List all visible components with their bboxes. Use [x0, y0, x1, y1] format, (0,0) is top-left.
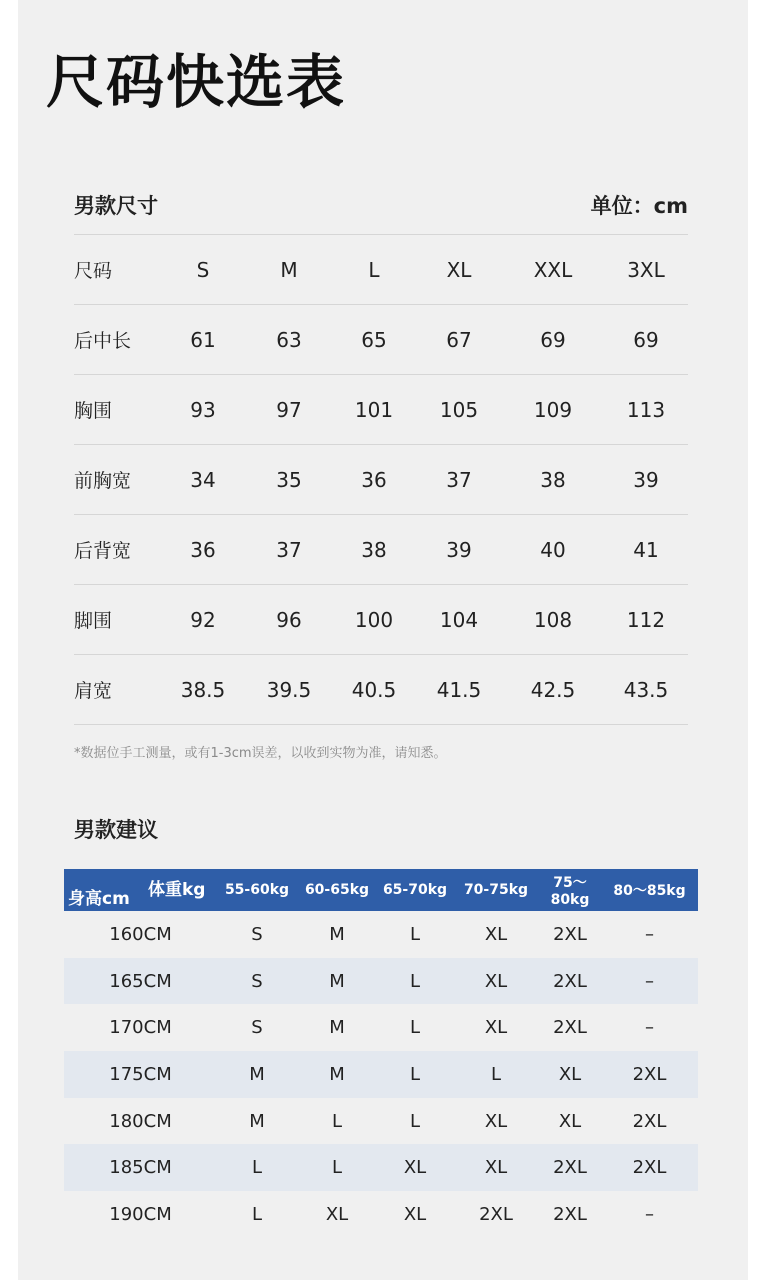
size-cell: – — [645, 923, 654, 945]
size-cell: L — [490, 1063, 502, 1085]
men-recommend-heading: 男款建议 — [74, 818, 158, 842]
size-cell: L — [331, 1157, 343, 1179]
weight-range-header: 75～80kg — [550, 875, 590, 908]
height-label: 160CM — [109, 923, 172, 945]
table-cell: 93 — [190, 397, 216, 422]
table-row — [64, 1004, 698, 1051]
table-row — [74, 655, 688, 725]
size-table-header — [74, 235, 688, 305]
table-cell: 34 — [190, 467, 216, 492]
table-cell: 37 — [446, 467, 472, 492]
row-label: 肩宽 — [74, 680, 113, 702]
size-cell: M — [329, 1017, 345, 1039]
size-cell: 2XL — [553, 923, 587, 945]
size-cell: – — [645, 1017, 654, 1039]
table-cell: 39 — [446, 537, 472, 562]
header-cell: M — [280, 257, 298, 282]
table-cell: 109 — [533, 397, 573, 422]
header-cell: L — [368, 257, 380, 282]
size-cell: XL — [484, 923, 508, 945]
size-cell: XL — [558, 1110, 582, 1132]
table-row — [64, 1191, 698, 1238]
size-cell: – — [645, 1203, 654, 1225]
table-cell: 42.5 — [530, 677, 576, 702]
size-cell: S — [251, 970, 263, 992]
size-cell: XL — [558, 1063, 582, 1085]
size-cell: S — [251, 1017, 263, 1039]
table-cell: 38.5 — [180, 677, 226, 702]
table-row — [74, 515, 688, 585]
table-cell: 40.5 — [351, 677, 397, 702]
size-cell: 2XL — [553, 1157, 587, 1179]
weight-range-header: 60-65kg — [304, 882, 370, 898]
size-cell: M — [329, 970, 345, 992]
table-cell: 38 — [540, 467, 566, 492]
table-cell: 65 — [361, 327, 387, 352]
height-label: 175CM — [109, 1063, 172, 1085]
table-cell: 69 — [540, 327, 566, 352]
table-cell: 37 — [276, 537, 302, 562]
size-cell: L — [409, 1063, 421, 1085]
size-cell: 2XL — [553, 1017, 587, 1039]
height-label: 190CM — [109, 1203, 172, 1225]
men-size-table — [74, 234, 688, 725]
table-cell: 38 — [361, 537, 387, 562]
table-cell: 39 — [633, 467, 659, 492]
size-cell: L — [251, 1203, 263, 1225]
size-cell: 2XL — [632, 1063, 667, 1085]
table-row — [64, 1098, 698, 1145]
table-cell: 104 — [439, 607, 479, 632]
row-label: 前胸宽 — [74, 470, 132, 492]
table-row — [74, 445, 688, 515]
table-cell: 113 — [626, 397, 666, 422]
table-cell: 105 — [439, 397, 479, 422]
size-cell: 2XL — [553, 1203, 587, 1225]
table-cell: 69 — [633, 327, 659, 352]
size-cell: L — [409, 923, 421, 945]
table-cell: 36 — [361, 467, 387, 492]
table-row — [64, 1144, 698, 1191]
size-cell: M — [249, 1063, 265, 1085]
header-cell: 尺码 — [74, 260, 113, 282]
table-cell: 41 — [633, 537, 659, 562]
table-row — [74, 375, 688, 445]
size-cell: L — [409, 1110, 421, 1132]
table-cell: 67 — [446, 327, 472, 352]
table-cell: 36 — [190, 537, 216, 562]
row-label: 后背宽 — [74, 540, 132, 562]
measurement-note: *数据位手工测量，或有1-3cm误差，以收到实物为准，请知悉。 — [74, 746, 447, 761]
size-cell: 2XL — [632, 1157, 667, 1179]
header-cell: XXL — [533, 257, 573, 282]
height-axis-label: 身高cm — [68, 889, 130, 909]
table-row — [64, 958, 698, 1005]
row-label: 胸围 — [74, 400, 113, 422]
height-label: 185CM — [109, 1157, 172, 1179]
table-row — [74, 585, 688, 655]
height-label: 170CM — [109, 1017, 172, 1039]
weight-range-header: 70-75kg — [463, 882, 529, 898]
size-cell: 2XL — [553, 970, 587, 992]
size-chart-panel — [18, 0, 748, 1280]
table-cell: 101 — [354, 397, 394, 422]
table-cell: 43.5 — [623, 677, 669, 702]
size-cell: S — [251, 923, 263, 945]
size-cell: XL — [484, 970, 508, 992]
size-cell: XL — [484, 1157, 508, 1179]
weight-range-header: 80～85kg — [613, 883, 686, 899]
weight-range-header: 55-60kg — [224, 882, 290, 898]
size-cell: L — [409, 970, 421, 992]
table-cell: 97 — [276, 397, 302, 422]
size-cell: 2XL — [632, 1110, 667, 1132]
size-cell: XL — [403, 1157, 427, 1179]
table-cell: 108 — [533, 607, 573, 632]
header-cell: S — [196, 257, 210, 282]
table-cell: 92 — [190, 607, 216, 632]
size-cell: L — [331, 1110, 343, 1132]
men-recommend-table — [64, 869, 698, 1238]
table-row — [64, 911, 698, 958]
size-cell: 2XL — [479, 1203, 513, 1225]
size-cell: M — [329, 1063, 345, 1085]
header-cell: 3XL — [627, 257, 665, 282]
size-cell: L — [409, 1017, 421, 1039]
size-cell: XL — [484, 1017, 508, 1039]
table-row — [74, 305, 688, 375]
size-cell: XL — [325, 1203, 349, 1225]
height-label: 180CM — [109, 1110, 172, 1132]
weight-axis-label: 体重kg — [148, 880, 206, 900]
row-label: 脚围 — [74, 610, 113, 632]
page-title: 尺码快选表 — [46, 48, 347, 116]
recommend-table-header — [64, 869, 698, 911]
size-cell: M — [329, 923, 345, 945]
unit-label: 单位：cm — [590, 194, 688, 218]
header-cell: XL — [446, 257, 472, 282]
table-cell: 112 — [626, 607, 666, 632]
header-corner-cell — [64, 869, 217, 911]
table-row — [64, 1051, 698, 1098]
table-cell: 39.5 — [266, 677, 312, 702]
size-cell: XL — [484, 1110, 508, 1132]
size-cell: L — [251, 1157, 263, 1179]
table-cell: 40 — [540, 537, 566, 562]
table-cell: 96 — [276, 607, 302, 632]
table-cell: 63 — [276, 327, 302, 352]
size-cell: XL — [403, 1203, 427, 1225]
table-cell: 41.5 — [436, 677, 482, 702]
row-label: 后中长 — [74, 330, 132, 352]
weight-range-header: 65-70kg — [382, 882, 448, 898]
size-cell: – — [645, 970, 654, 992]
height-label: 165CM — [109, 970, 172, 992]
table-cell: 61 — [190, 327, 216, 352]
size-cell: M — [249, 1110, 265, 1132]
table-cell: 100 — [354, 607, 394, 632]
men-size-heading: 男款尺寸 — [74, 194, 158, 218]
table-cell: 35 — [276, 467, 302, 492]
